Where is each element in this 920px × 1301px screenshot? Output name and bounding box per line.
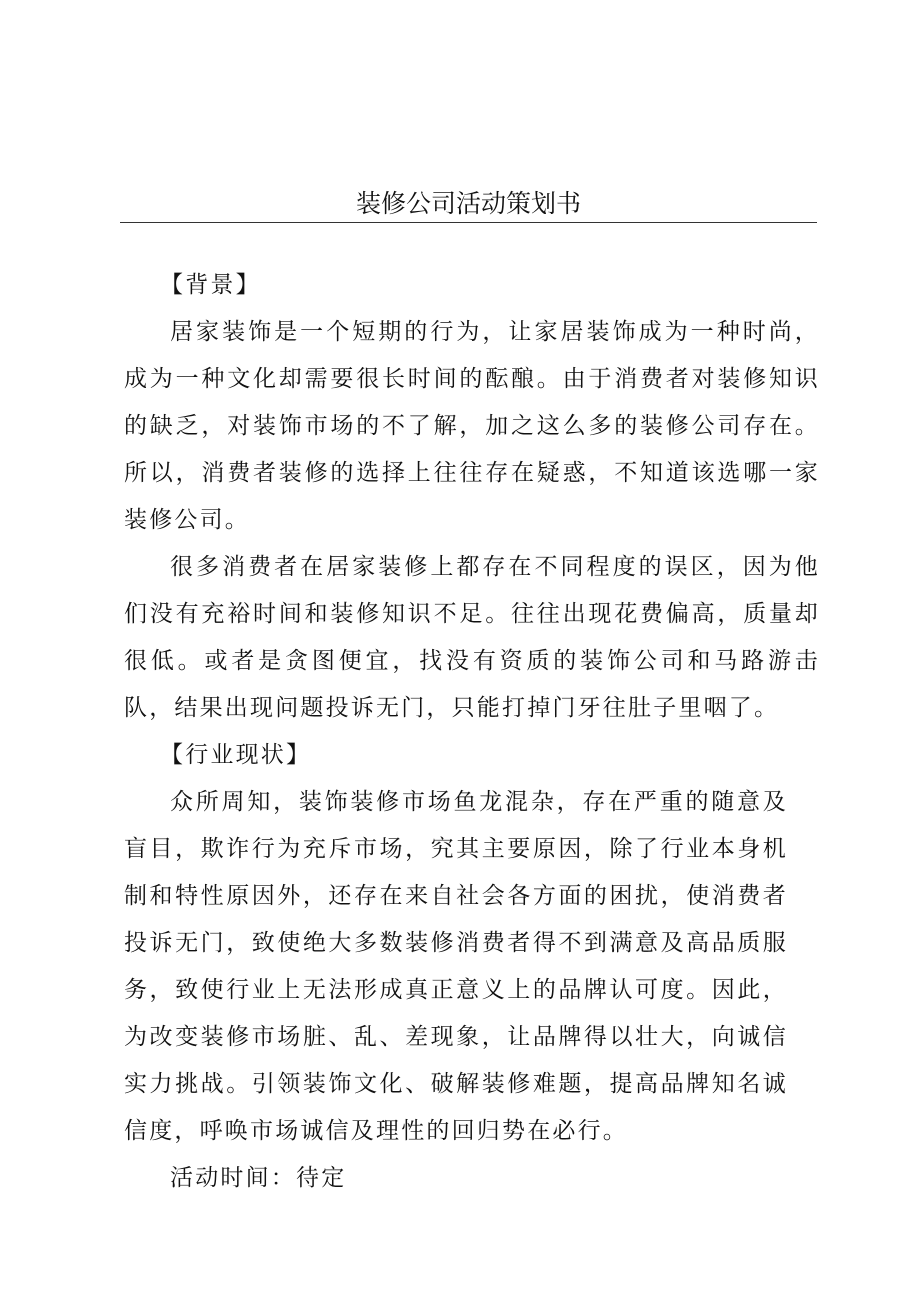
section-heading-background: 【背景】 [160,272,261,298]
page-title: 装修公司活动策划书 [355,189,581,218]
title-divider [120,222,817,223]
document-body [124,262,820,1202]
activity-time: 活动时间：待定 [170,1165,347,1191]
section-heading-industry: 【行业现状】 [160,742,312,768]
background-paragraph-1: 居家装饰是一个短期的行为，让家居装饰成为一种时尚，成为一种文化却需要很长时间的酝酿。由于消费者对装修知识的缺乏，对装饰市场的不了解，加之这么多的装修公司存在。所以，消费者装修的选择上往往存在疑惑，不知道该选哪一家装修公司。 [124,319,820,533]
industry-paragraph-1: 众所周知，装饰装修市场鱼龙混杂，存在严重的随意及盲目，欺诈行为充斥市场，究其主要原因，除了行业本身机制和特性原因外，还存在来自社会各方面的困扰，使消费者投诉无门，致使绝大多数装修消费者得不到满意及高品质服务，致使行业上无法形成真正意义上的品牌认可度。因此，为改变装修市场脏、乱、差现象，让品牌得以壮大，向诚信实力挑战。引领装饰文化、破解装修难题，提高品牌知名诚信度，呼唤市场诚信及理性的回归势在必行。 [124,789,788,1144]
background-paragraph-2: 很多消费者在居家装修上都存在不同程度的误区，因为他们没有充裕时间和装修知识不足。往往出现花费偏高，质量却很低。或者是贪图便宜，找没有资质的装饰公司和马路游击队，结果出现问题投诉无门，只能打掉门牙往肚子里咽了。 [124,554,820,721]
